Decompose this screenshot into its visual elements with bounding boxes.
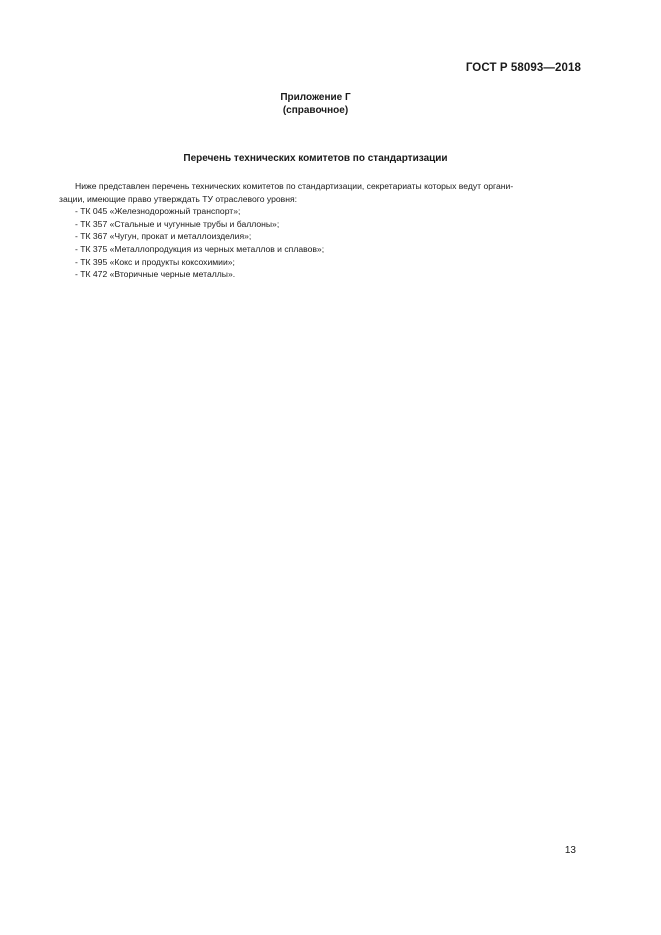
committee-list (59, 205, 599, 281)
committee-list-item: - ТК 375 «Металлопродукция из черных металлов и сплавов»; (75, 243, 325, 254)
appendix-title: Приложение Г (280, 92, 351, 103)
appendix-kind: (справочное) (282, 104, 349, 116)
intro-paragraph-line-1: Ниже представлен перечень технических комитетов по стандартизации, секретариаты которых ведут органи- (75, 181, 514, 191)
committee-list-item: - ТК 367 «Чугун, прокат и металлоизделия»; (75, 231, 252, 242)
intro-paragraph-line-2: зации, имеющие право утверждать ТУ отраслевого уровня: (59, 193, 297, 204)
page-number: 13 (564, 845, 576, 856)
committee-list-item: - ТК 357 «Стальные и чугунные трубы и баллоны»; (75, 218, 280, 229)
committee-list-item: - ТК 472 «Вторичные черные металлы». (75, 269, 236, 280)
committee-list-item: - ТК 045 «Железнодорожный транспорт»; (75, 206, 241, 217)
body-text (59, 180, 599, 281)
standard-number: ГОСТ Р 58093—2018 (465, 62, 581, 74)
committee-list-item: - ТК 395 «Кокс и продукты коксохимии»; (75, 256, 235, 267)
appendix-heading (0, 92, 631, 117)
section-title: Перечень технических комитетов по стандартизации (183, 153, 448, 164)
